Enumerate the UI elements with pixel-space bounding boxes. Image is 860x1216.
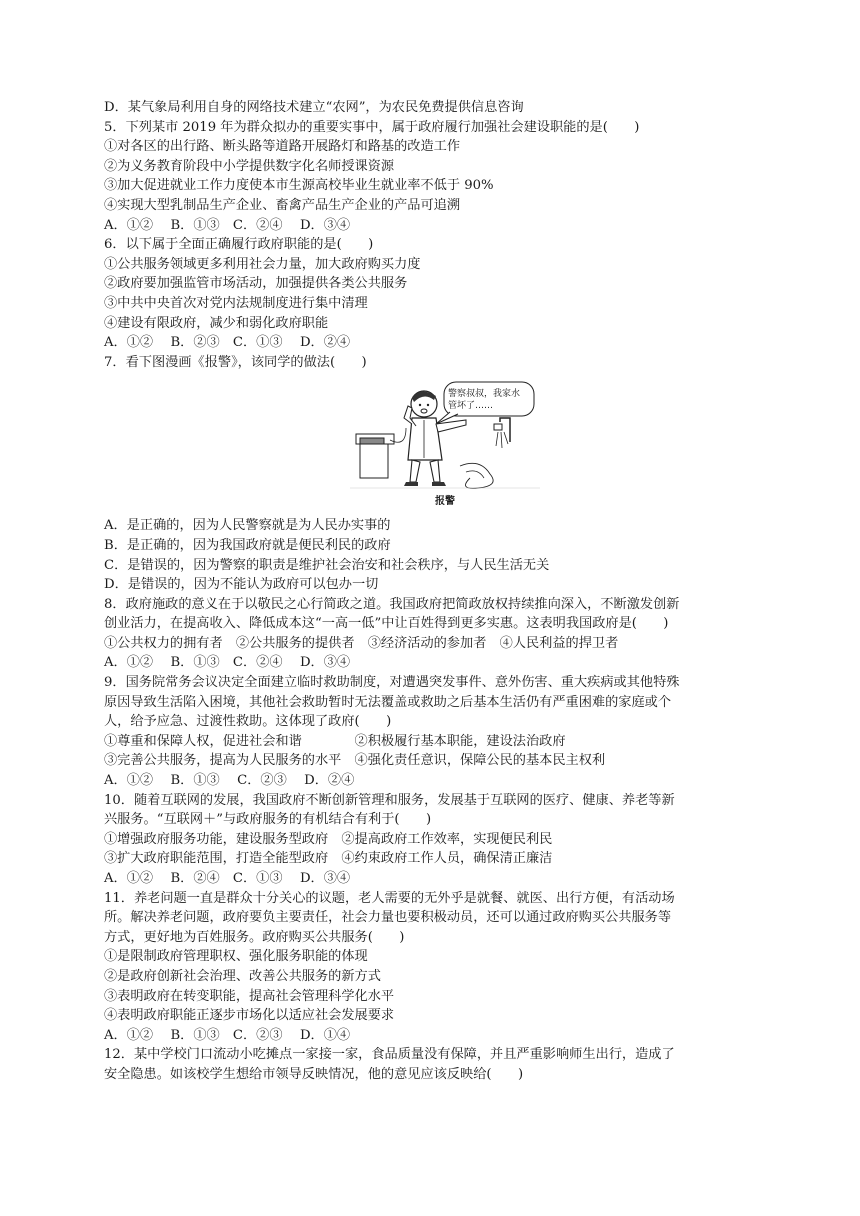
text-line: 所。解决养老问题，政府要负主要责任，社会力量也要积极动员，还可以通过政府购买公共服务等 [104,910,672,926]
text-line: ③中共中央首次对党内法规制度进行集中清理 [104,295,368,311]
text-line: 安全隐患。如该校学生想给市领导反映情况，他的意见应该反映给( ) [104,1066,524,1082]
text-line: ②政府要加强监管市场活动，加强提供各类公共服务 [104,276,408,292]
text-line: 7．看下图漫画《报警》，该同学的做法( ) [104,354,367,370]
text-line: A．是正确的，因为人民警察就是为人民办实事的 [104,518,391,534]
text-line: ①尊重和保障人权，促进社会和谐 ②积极履行基本职能，建设法治政府 [104,733,566,749]
text-line: 6．以下属于全面正确履行政府职能的是( ) [104,237,374,253]
text-line: 12．某中学校门口流动小吃摊点一家接一家，食品质量没有保障，并且严重影响师生出行，造成了 [104,1047,675,1063]
text-line: 人，给予应急、过渡性救助。这体现了政府( ) [104,714,392,730]
text-line: ①增强政府服务功能，建设服务型政府 ②提高政府工作效率，实现便民利民 [104,831,553,847]
text-line: ②为义务教育阶段中小学提供数字化名师授课资源 [104,158,395,174]
question-block-top [104,98,764,372]
question-block-bottom [104,516,764,1084]
text-line: ②是政府创新社会治理、改善公共服务的新方式 [104,968,381,984]
text-line: 方式，更好地为百姓服务。政府购买公共服务( ) [104,929,405,945]
text-line: A．①② B．①③ C．②③ D．②④ [104,773,355,789]
text-line: ③完善公共服务，提高为人民服务的水平 ④强化责任意识，保障公民的基本民主权利 [104,753,606,769]
text-line: 9．国务院常务会议决定全面建立临时救助制度，对遭遇突发事件、意外伤害、重大疾病或其他特殊 [104,675,680,691]
text-line: B．是正确的，因为我国政府就是便民利民的政府 [104,537,391,553]
text-line: ①对各区的出行路、断头路等道路开展路灯和路基的改造工作 [104,139,461,155]
text-line: ③扩大政府职能范围，打造全能型政府 ④约束政府工作人员，确保清正廉洁 [104,851,553,867]
text-line: 10．随着互联网的发展，我国政府不断创新管理和服务，发展基于互联网的医疗、健康、养老等新 [104,792,675,808]
text-line: A．①② B．②③ C．①③ D．②④ [104,335,351,351]
text-line: 5．下列某市 2019 年为群众拟办的重要实事中，属于政府履行加强社会建设职能的是( ) [104,119,640,135]
text-line: D．是错误的，因为不能认为政府可以包办一切 [104,577,379,593]
text-line: 兴服务。“互联网＋”与政府服务的有机结合有利于( ) [104,812,432,828]
text-line: D．某气象局利用自身的网络技术建立“农网”，为农民免费提供信息咨询 [104,100,524,115]
text-line: A．①② B．②④ C．①③ D．③④ [104,871,351,886]
speech-bubble-text: 警察叔叔，我家水管坏了…… [448,389,521,412]
text-line: ①公共服务领域更多利用社会力量，加大政府购买力度 [104,256,421,272]
text-line: A．①② B．①③ C．②③ D．①④ [104,1027,351,1043]
text-line: 创业活力，在提高收入、降低成本这“一高一低”中让百姓得到更多实惠。这表明我国政府是( ) [104,616,669,632]
text-line: ④建设有限政府，减少和弱化政府职能 [104,315,329,331]
text-line: ①公共权力的拥有者 ②公共服务的提供者 ③经济活动的参加者 ④人民利益的捍卫者 [104,635,619,651]
text-line: 原因导致生活陷入困境，其他社会救助暂时无法覆盖或救助之后基本生活仍有严重困难的家庭或个 [104,694,672,710]
text-line: C．是错误的，因为警察的职责是维护社会治安和社会秩序，与人民生活无关 [104,557,550,573]
text-line: A．①② B．①③ C．②④ D．③④ [104,655,351,671]
text-line: 8．政府施政的意义在于以敬民之心行简政之道。我国政府把简政放权持续推向深入，不断激发创新 [104,596,680,612]
text-line: A．①② B．①③ C．②④ D．③④ [104,217,351,233]
figure-caption: 报警 [435,496,455,508]
text-line: ④实现大型乳制品生产企业、畜禽产品生产企业的产品可追溯 [104,197,461,213]
text-line: 11．养老问题一直是群众十分关心的议题，老人需要的无外乎是就餐、就医、出行方便，有活动场 [104,890,675,906]
text-line: ①是限制政府管理职权、强化服务职能的体现 [104,949,368,965]
text-line: ④表明政府职能正逐步市场化以适应社会发展要求 [104,1008,395,1024]
cartoon-figure [350,378,540,512]
text-line: ③表明政府在转变职能，提高社会管理科学化水平 [104,988,395,1004]
text-line: ③加大促进就业工作力度使本市生源高校毕业生就业率不低于 90% [104,178,494,194]
document-page [104,98,764,1085]
